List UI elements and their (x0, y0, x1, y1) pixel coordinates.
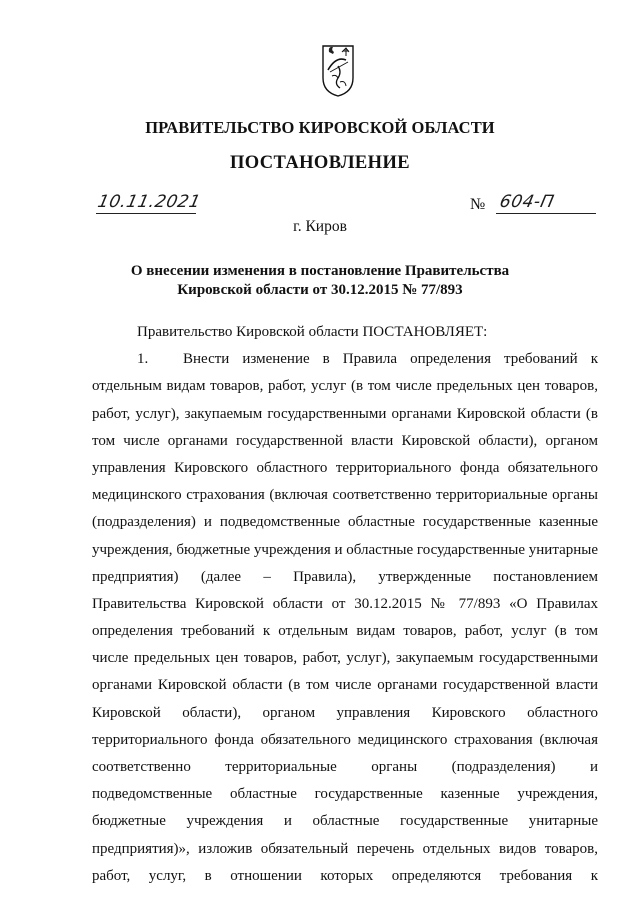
body-line: (подразделения) и подведомственные областные государственные казенные (92, 514, 598, 531)
number-underline (496, 213, 596, 214)
paragraph-1-first-line (92, 346, 598, 373)
body-line: управления Кировского областного территориального фонда обязательного (92, 459, 598, 476)
document-body (92, 319, 598, 890)
body-line: подведомственные областные государственные казенные учреждения, (92, 786, 598, 803)
preamble: Правительство Кировской области ПОСТАНОВЛЯЕТ: (137, 324, 488, 340)
document-number-field (470, 192, 596, 218)
date-underline (96, 213, 196, 214)
body-line: бюджетные учреждения и областные государственные унитарные (92, 813, 598, 830)
kirov-coat-of-arms-icon (320, 42, 356, 98)
body-line: Кировской области), органом управления Кировского областного (92, 704, 598, 721)
document-number: 604-П (497, 192, 557, 212)
body-line: соответственно территориальные органы (подразделения) и (92, 759, 598, 775)
number-sign: № (470, 196, 486, 213)
document-date: 10.11.2021 (95, 192, 203, 212)
body-line: медицинского страхования (включая соответственно территориальные органы (92, 487, 598, 504)
body-line: предприятия) (далее – Правила), утвержденные постановлением (92, 568, 598, 585)
body-line: Правительства Кировской области от 30.12.2015 № 77/893 «О Правилах (92, 595, 598, 612)
paragraph-number: 1. (137, 351, 149, 368)
body-line: органами Кировской области (в том числе органами государственной власти (92, 677, 598, 694)
body-line: учреждения, бюджетные учреждения и областные государственные унитарные (92, 541, 598, 558)
city-line: г. Киров (293, 218, 347, 235)
body-line: определения требований к отдельным видам товаров, работ, услуг (в том (92, 623, 598, 640)
body-line: предприятия)», изложив обязательный перечень отдельных видов товаров, (92, 840, 598, 857)
subject-line-2: Кировской области от 30.12.2015 № 77/893 (177, 282, 463, 298)
body-line: отдельным видам товаров, работ, услуг (в том числе предельных цен товаров, (92, 378, 598, 395)
subject-line-1: О внесении изменения в постановление Правительства (130, 263, 510, 279)
body-line: работ, услуг, в отношении которых определяются требования к (92, 867, 598, 884)
paragraph-1-line-text: Внести изменение в Правила определения требований к (183, 351, 598, 368)
organization-title: ПРАВИТЕЛЬСТВО КИРОВСКОЙ ОБЛАСТИ (145, 118, 495, 137)
document-subject (0, 262, 640, 300)
body-line: территориального фонда обязательного медицинского страхования (включая (92, 731, 598, 748)
body-line: числе предельных цен товаров, работ, услуг), закупаемым государственными (92, 650, 598, 667)
body-line: том числе органами государственной власти Кировской области), органом (92, 432, 598, 449)
document-type-heading: ПОСТАНОВЛЕНИЕ (229, 153, 410, 173)
document-date-field (95, 192, 203, 218)
body-line: работ, услуг), закупаемым государственными органами Кировской области (в (92, 405, 598, 422)
